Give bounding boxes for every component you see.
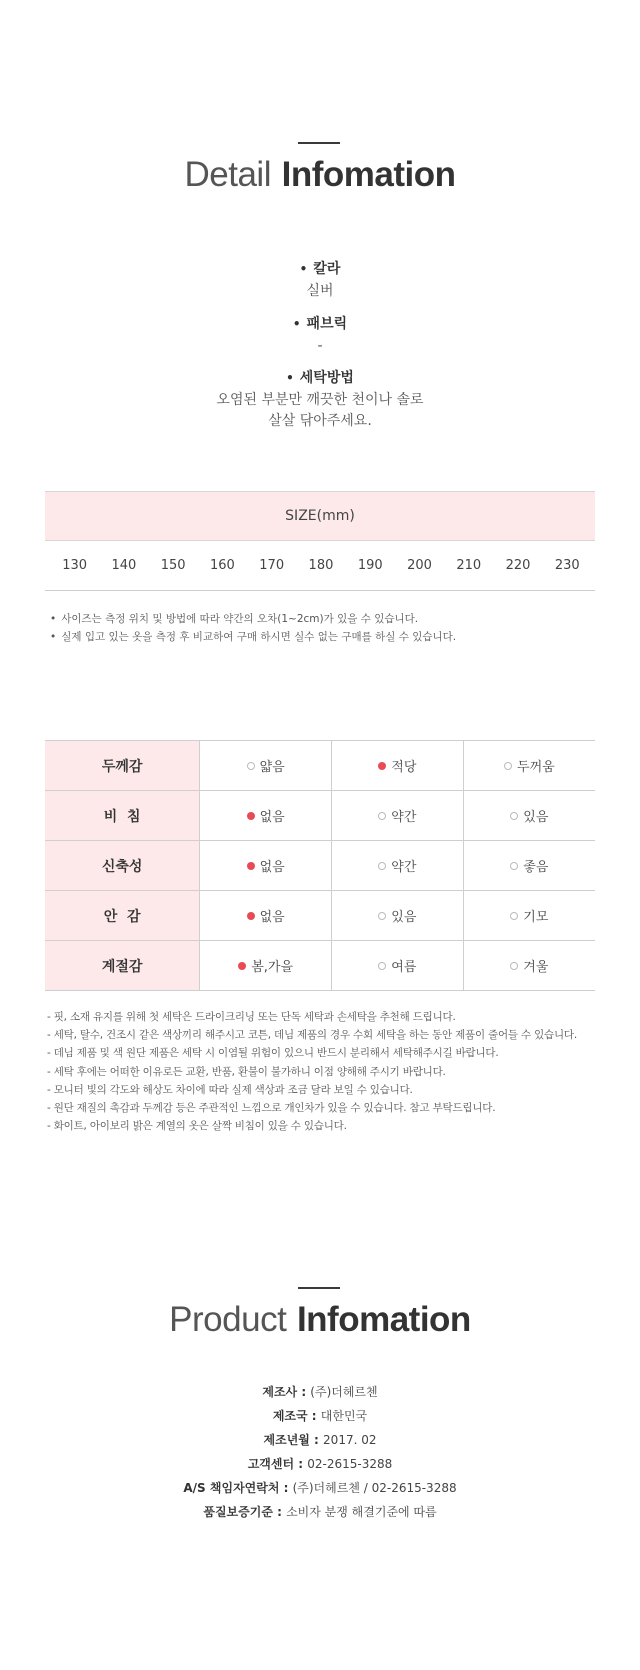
product-heading-bold: Infomation [296,1300,471,1339]
spec-fabric [0,313,640,357]
property-option [332,791,464,841]
property-option [332,941,464,991]
size-cell: 160 [210,558,235,573]
selected-dot-icon [247,812,255,820]
size-cell: 230 [554,558,580,573]
bullet-icon: • [50,613,57,625]
selected-dot-icon [247,862,255,870]
size-cell: 190 [357,558,383,573]
info-line: 제조사 : (주)더헤르첸 [262,1385,378,1399]
property-option-label: 좋음 [523,860,549,875]
property-option [200,741,332,791]
property-option-label: 있음 [391,910,417,925]
spec-color-value: 실버 [306,283,334,299]
property-option [200,891,332,941]
size-cell: 200 [407,558,432,573]
property-row [45,941,595,991]
detail-heading-light: Detail [184,155,271,194]
property-option [463,791,595,841]
info-line: 고객센터 : 02-2615-3288 [247,1457,393,1471]
size-cell: 210 [456,558,482,573]
size-cell: 150 [160,558,186,573]
spec-color-label: 칼라 [313,261,341,277]
size-note: • 사이즈는 측정 위치 및 방법에 따라 약간의 오차(1~2cm)가 있을 수 있습니다. [50,613,419,625]
property-option-label: 얇음 [259,760,285,775]
care-note: - 데님 제품 및 색 원단 제품은 세탁 시 이염될 위험이 있으니 반드시 분리해서 세탁해주시길 바랍니다. [47,1047,499,1060]
spec-washing-label: 세탁방법 [299,370,354,386]
property-label: 신축성 [45,841,200,891]
care-note: - 화이트, 아이보리 밝은 계열의 옷은 살짝 비침이 있을 수 있습니다. [47,1120,347,1133]
unselected-dot-icon [378,812,386,820]
property-row [45,841,595,891]
property-option [200,841,332,891]
product-info [0,1380,640,1524]
spec-washing [0,367,640,432]
size-note: • 실제 입고 있는 옷을 측정 후 비교하여 구매 하시면 실수 없는 구매를 하실 수 있습니다. [50,631,457,643]
property-option-label: 여름 [391,960,417,975]
property-option [332,741,464,791]
size-table-header: SIZE(mm) [45,491,595,541]
property-option [200,941,332,991]
spec-fabric-value: - [317,338,323,354]
care-notes [47,1008,577,1135]
property-option-label: 겨울 [523,960,549,975]
info-line: 제조년월 : 2017. 02 [263,1433,377,1447]
selected-dot-icon [238,962,246,970]
product-heading-light: Product [169,1300,287,1339]
property-option-label: 없음 [259,910,285,925]
unselected-dot-icon [510,812,518,820]
properties-table [45,740,595,991]
unselected-dot-icon [247,762,255,770]
spec-color [0,258,640,302]
detail-heading [0,155,640,195]
info-line: 품질보증기준 : 소비자 분쟁 해결기준에 따름 [203,1505,437,1519]
spec-washing-value: 오염된 부분만 깨끗한 천이나 솔로 살살 닦아주세요. [216,392,424,429]
bullet-icon: • [50,631,57,643]
product-heading-rule [298,1287,340,1289]
property-label: 안 감 [45,891,200,941]
bullet-icon: • [286,371,294,385]
unselected-dot-icon [504,762,512,770]
property-option [463,741,595,791]
size-cell: 130 [62,558,88,573]
detail-heading-bold: Infomation [281,155,456,194]
property-label: 두께감 [45,741,200,791]
size-table [45,491,595,591]
property-option-label: 없음 [259,810,285,825]
size-cell: 180 [308,558,334,573]
size-notes [50,610,456,646]
size-cell: 140 [111,558,137,573]
care-note: - 세탁 후에는 어떠한 이유로든 교환, 반품, 환불이 불가하니 이점 양해해 주시기 바랍니다. [47,1065,446,1078]
property-option [200,791,332,841]
property-option [463,841,595,891]
unselected-dot-icon [510,862,518,870]
size-table-row [45,541,595,591]
property-option [332,841,464,891]
property-option [332,891,464,941]
bullet-icon: • [292,317,301,331]
spec-fabric-label: 패브릭 [306,316,348,332]
detail-heading-rule [298,142,340,144]
care-note: - 원단 재질의 촉감과 두께감 등은 주관적인 느낌으로 개인차가 있을 수 있습니다. 참고 부탁드립니다. [47,1102,496,1115]
property-option [463,941,595,991]
size-cell: 170 [259,558,285,573]
unselected-dot-icon [378,862,386,870]
property-option-label: 두꺼움 [517,760,555,775]
property-label: 비 침 [45,791,200,841]
unselected-dot-icon [510,912,518,920]
property-label: 계절감 [45,941,200,991]
care-note: - 세탁, 탈수, 건조시 같은 색상끼리 해주시고 코튼, 데님 제품의 경우 수회 세탁을 하는 동안 제품이 줄어들 수 있습니다. [47,1029,577,1042]
product-heading [0,1300,640,1340]
property-row [45,791,595,841]
property-option-label: 적당 [391,760,417,775]
size-cell: 220 [505,558,531,573]
info-line: 제조국 : 대한민국 [272,1409,368,1423]
unselected-dot-icon [378,912,386,920]
care-note: - 모니터 빛의 각도와 해상도 차이에 따라 실제 색상과 조금 달라 보일 수 있습니다. [47,1083,413,1096]
care-note: - 핏, 소재 유지를 위해 첫 세탁은 드라이크리닝 또는 단독 세탁과 손세탁을 추천해 드립니다. [47,1011,456,1023]
property-row [45,741,595,791]
info-line: A/S 책임자연락처 : (주)더헤르첸 / 02-2615-3288 [183,1481,457,1495]
property-row [45,891,595,941]
property-option-label: 약간 [391,810,417,825]
bullet-icon: • [299,262,308,276]
property-option-label: 봄,가을 [251,960,294,975]
property-option-label: 없음 [259,860,285,875]
selected-dot-icon [247,912,255,920]
unselected-dot-icon [378,962,386,970]
property-option-label: 기모 [523,910,549,925]
property-option [463,891,595,941]
property-option-label: 약간 [391,860,417,875]
unselected-dot-icon [510,962,518,970]
selected-dot-icon [378,762,386,770]
property-option-label: 있음 [523,810,549,825]
